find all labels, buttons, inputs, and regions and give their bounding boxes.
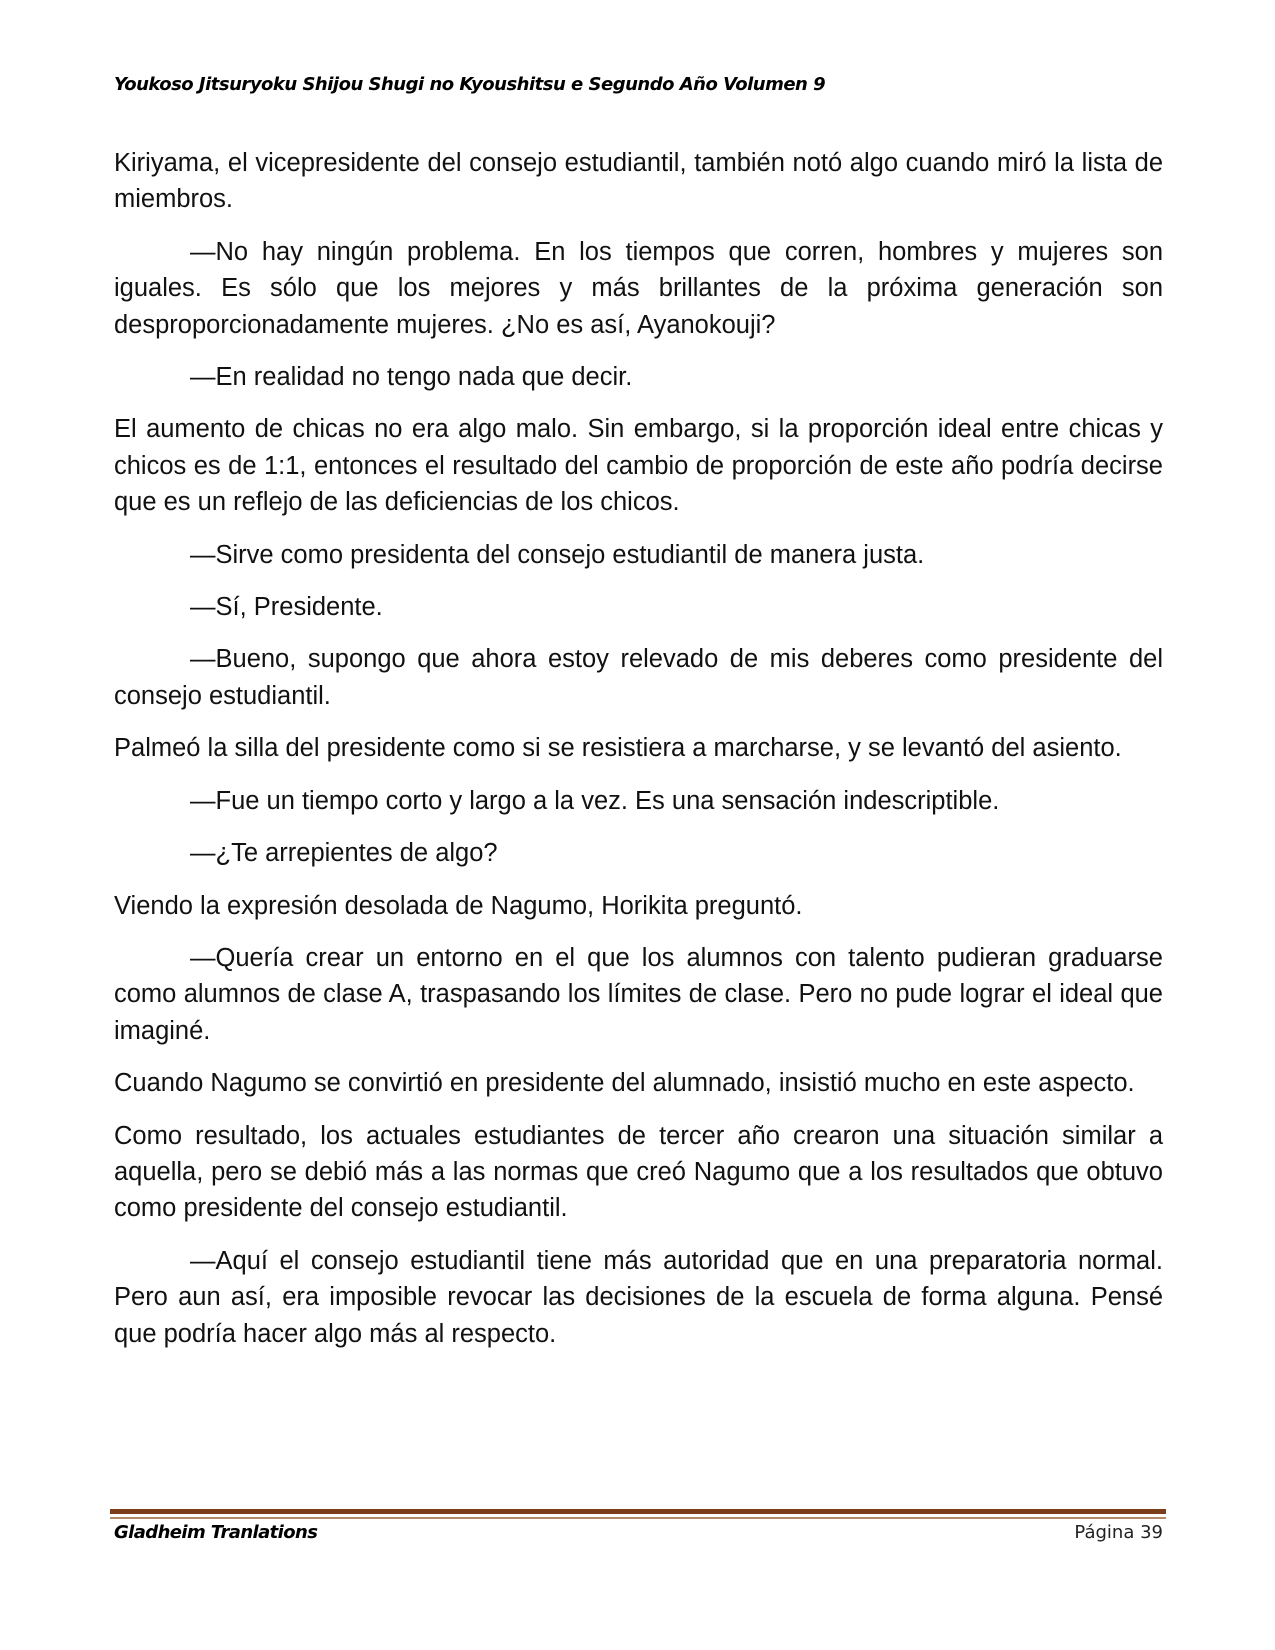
paragraph: Palmeó la silla del presidente como si se resistiera a marcharse, y se levantó del asiento. [114, 734, 1122, 763]
dialog-paragraph: —¿Te arrepientes de algo? [190, 839, 498, 868]
dialog-paragraph: —Bueno, supongo que ahora estoy relevado de mis deberes como presidente del consejo estudiantil. [114, 645, 1163, 710]
paragraph: Como resultado, los actuales estudiantes de tercer año crearon una situación similar a aquella, pero se debió más a las normas que creó Nagumo que a los resultados que obtuvo como presidente del consejo estudiantil. [114, 1121, 1163, 1223]
running-header: Youkoso Jitsuryoku Shijou Shugi no Kyoushitsu e Segundo Año Volumen 9 [114, 74, 826, 95]
dialog-paragraph: —Aquí el consejo estudiantil tiene más autoridad que en una preparatoria normal. Pero aun así, era imposible revocar las decisiones de la escuela de forma alguna. Pensé que podría hacer algo más al respecto. [114, 1246, 1163, 1348]
paragraph: Cuando Nagumo se convirtió en presidente del alumnado, insistió mucho en este aspecto. [114, 1069, 1135, 1098]
footer-rule-thick [110, 1509, 1166, 1514]
dialog-paragraph: —Sirve como presidenta del consejo estudiantil de manera justa. [190, 540, 925, 569]
dialog-paragraph: —Fue un tiempo corto y largo a la vez. Es una sensación indescriptible. [190, 786, 1000, 815]
paragraph: Kiriyama, el vicepresidente del consejo estudiantil, también notó algo cuando miró la lista de miembros. [114, 149, 1163, 214]
page-number: Página 39 [1074, 1522, 1163, 1543]
paragraph: El aumento de chicas no era algo malo. Sin embargo, si la proporción ideal entre chicas y chicos es de 1:1, entonces el resultado del cambio de proporción de este año podría decirse que es un reflejo de las deficiencias de los chicos. [114, 415, 1163, 517]
paragraph: Viendo la expresión desolada de Nagumo, Horikita preguntó. [114, 891, 803, 920]
dialog-paragraph: —Quería crear un entorno en el que los alumnos con talento pudieran graduarse como alumnos de clase A, traspasando los límites de clase. Pero no pude lograr el ideal que imaginé. [114, 943, 1163, 1045]
footer-credit: Gladheim Tranlations [114, 1522, 318, 1543]
dialog-paragraph: —En realidad no tengo nada que decir. [190, 363, 633, 392]
dialog-paragraph: —No hay ningún problema. En los tiempos que corren, hombres y mujeres son iguales. Es sólo que los mejores y más brillantes de la próxima generación son desproporcionadamente mujeres. ¿No es así, Ayanokouji? [114, 237, 1163, 339]
page-body [114, 145, 1163, 1368]
footer-rule-thin [110, 1517, 1166, 1519]
dialog-paragraph: —Sí, Presidente. [190, 593, 383, 622]
